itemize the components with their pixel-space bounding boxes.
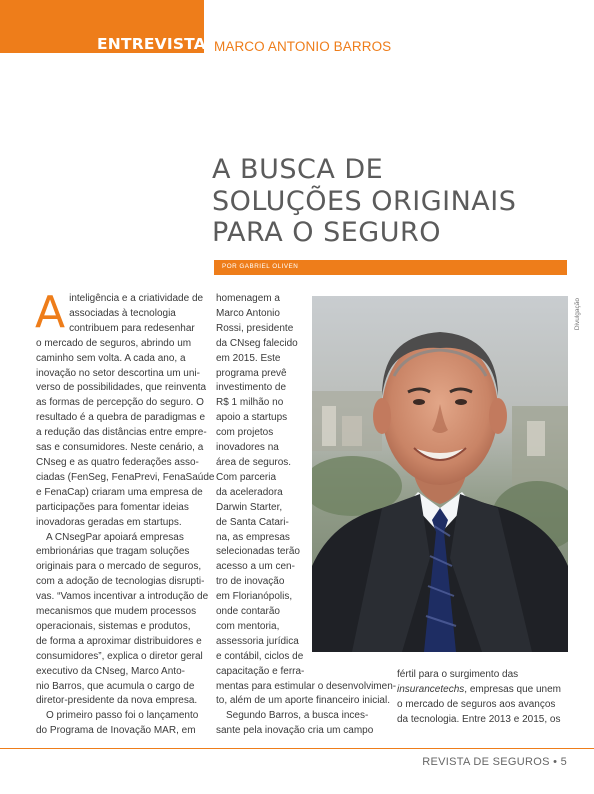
text-line: da CNseg falecido bbox=[216, 337, 298, 349]
text-line: fértil para o surgimento das bbox=[397, 669, 519, 680]
portrait-photo bbox=[312, 296, 568, 652]
text-line: consumidores”, explica o diretor geral bbox=[36, 650, 203, 662]
text-line: embrionárias que tragam soluções bbox=[36, 546, 190, 558]
text-line: O primeiro passo foi o lançamento bbox=[46, 710, 199, 722]
text-line: homenagem a bbox=[216, 293, 280, 304]
byline-bar bbox=[214, 260, 567, 275]
text-line: contribuem para redesenhar bbox=[69, 322, 195, 334]
text-line: da tecnologia. Entre 2013 e 2015, os bbox=[397, 713, 561, 725]
text-column-1 bbox=[35, 287, 215, 739]
text-line: ciadas (FenSeg, FenaPrevi, FenaSaúde bbox=[36, 471, 215, 483]
text-line: da aceleradora bbox=[216, 486, 283, 498]
text-line: as formas de percepção do seguro. O bbox=[36, 397, 204, 409]
text-line: com projetos bbox=[216, 427, 274, 439]
paragraph-2 bbox=[36, 531, 204, 546]
text-line: sas e consumidores. Neste cenário, a bbox=[36, 442, 204, 454]
text-line: assessoria jurídica bbox=[216, 635, 299, 647]
text-line: operacionais, sistemas e produtos, bbox=[36, 620, 191, 632]
text-line: Darwin Starter, bbox=[216, 501, 283, 513]
paragraph-5-cont bbox=[216, 724, 374, 739]
text-line: o mercado de seguros aos avanços bbox=[397, 698, 556, 710]
text-line: inovação no setor descortina um uni- bbox=[36, 367, 200, 379]
text-line: mecanismos que mudem processos bbox=[36, 606, 197, 618]
headline-line-3: PARA O SEGURO bbox=[212, 217, 441, 248]
text-line: a redução das distâncias entre empre- bbox=[36, 427, 207, 439]
text-line bbox=[397, 683, 567, 698]
text-line: com a adoção de tecnologias disrupti- bbox=[36, 576, 205, 588]
text-line: do Programa de Inovação MAR, em bbox=[36, 725, 196, 737]
text-line: caminho sem volta. A cada ano, a bbox=[36, 352, 186, 364]
text-fragment: , empresas que unem bbox=[464, 683, 561, 695]
text-line: participações para fomentar ideias bbox=[36, 501, 189, 513]
page-footer: REVISTA DE SEGUROS • 5 bbox=[422, 756, 567, 768]
paragraph-1 bbox=[35, 287, 215, 531]
text-line: vas. “Vamos incentivar a introdução de bbox=[36, 591, 209, 603]
text-line: em 2015. Este bbox=[216, 352, 281, 364]
text-line: e contábil, ciclos de bbox=[216, 650, 304, 662]
text-line: onde contarão bbox=[216, 606, 280, 618]
text-line: Marco Antonio bbox=[216, 307, 280, 319]
byline: POR GABRIEL OLIVEN bbox=[222, 263, 299, 270]
text-line: selecionadas terão bbox=[216, 546, 300, 558]
headline-line-2: SOLUÇÕES ORIGINAIS bbox=[212, 185, 517, 217]
text-line: na, as empresas bbox=[216, 531, 290, 543]
footer-rule bbox=[0, 748, 594, 749]
text-line: resultado é a quebra de paradigmas e bbox=[36, 412, 206, 424]
emphasis-term: insurancetechs bbox=[397, 683, 465, 695]
text-line: verso de possibilidades, que reinventa bbox=[36, 382, 207, 394]
paragraph-3-cont bbox=[36, 724, 204, 739]
text-line: apoio a startups bbox=[216, 412, 288, 424]
headline-line-1: A BUSCA DE bbox=[212, 154, 384, 185]
text-line: sante pela inovação cria um campo bbox=[216, 725, 374, 737]
text-line: programa prevê bbox=[216, 367, 287, 379]
text-line: capacitação e ferra- bbox=[216, 665, 305, 677]
text-line: executivo da CNseg, Marco Anto- bbox=[36, 665, 185, 677]
text-line: Segundo Barros, a busca inces- bbox=[226, 710, 369, 722]
text-line: em Florianópolis, bbox=[216, 591, 293, 603]
text-line: Com parceria bbox=[216, 471, 277, 483]
drop-cap: A bbox=[35, 287, 66, 338]
text-line: acesso a um cen- bbox=[216, 561, 295, 573]
text-line: nio Barros, que acumula o cargo de bbox=[36, 680, 195, 692]
paragraph-2-cont bbox=[36, 545, 209, 709]
photo-credit: Divulgação bbox=[574, 298, 581, 331]
portrait-illustration bbox=[312, 296, 568, 652]
text-line: A CNsegPar apoiará empresas bbox=[46, 531, 184, 543]
text-line: to, além de um aporte financeiro inicial. bbox=[216, 695, 390, 707]
text-line: tro de inovação bbox=[216, 576, 285, 588]
text-line: e FenaCap) criaram uma empresa de bbox=[36, 486, 203, 498]
text-line: CNseg e as quatro federações asso- bbox=[36, 456, 199, 468]
text-line: mentas para estimular o desenvolvimen- bbox=[216, 680, 397, 692]
text-line: originais para o mercado de seguros, bbox=[36, 561, 202, 573]
text-line: Rossi, presidente bbox=[216, 322, 294, 334]
text-line: inteligência e a criatividade de associadas à tecnologia bbox=[69, 293, 204, 319]
text-line: área de seguros. bbox=[216, 456, 292, 468]
text-line: inovadores na bbox=[216, 442, 279, 454]
paragraph-5 bbox=[216, 709, 371, 724]
text-line: o mercado de seguros, abrindo um bbox=[36, 337, 192, 349]
text-column-3 bbox=[397, 668, 567, 728]
text-line: diretor-presidente da nova empresa. bbox=[36, 695, 198, 707]
section-label: ENTREVISTA bbox=[97, 35, 206, 53]
text-line: investimento de bbox=[216, 382, 287, 394]
text-line: R$ 1 milhão no bbox=[216, 397, 284, 409]
text-line: com mentoria, bbox=[216, 620, 280, 632]
text-line: de forma a aproximar distribuidores e bbox=[36, 635, 202, 647]
paragraph-3 bbox=[36, 709, 204, 724]
text-line: de Santa Catari- bbox=[216, 516, 289, 528]
interviewee-name: MARCO ANTONIO BARROS bbox=[214, 39, 392, 54]
article-headline bbox=[212, 154, 582, 249]
text-line: inovadoras geradas em startups. bbox=[36, 516, 182, 528]
